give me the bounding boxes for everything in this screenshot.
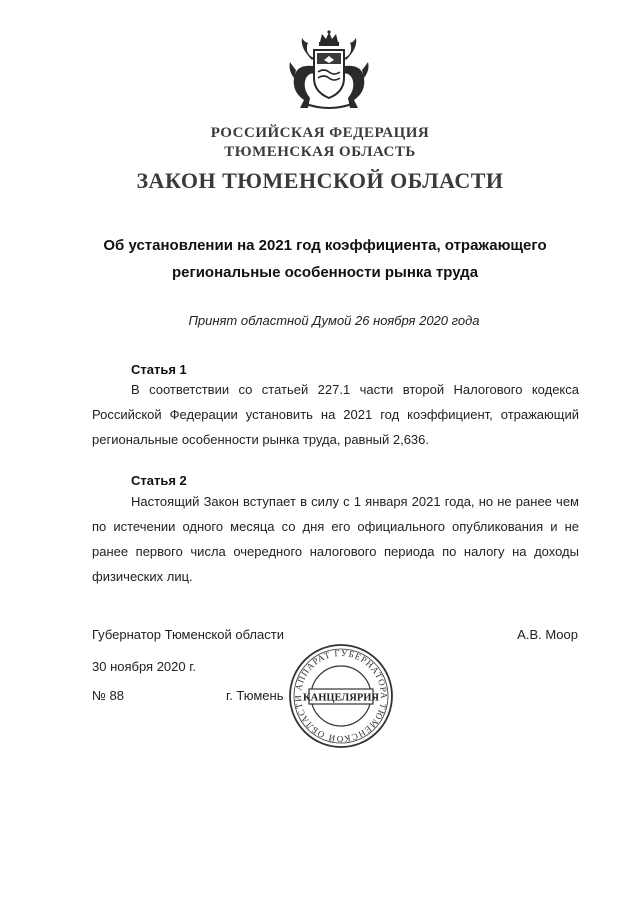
law-number: № 88	[92, 688, 125, 703]
signatory-name: А.В. Моор	[517, 627, 578, 642]
law-subject-line-2: региональные особенности рынка труда	[171, 264, 479, 281]
chancery-stamp-icon	[287, 642, 395, 750]
svg-text:АППАРАТ ГУБЕРНАТОРА ТЮМЕНСКОЙ: АППАРАТ ГУБЕРНАТОРА ТЮМЕНСКОЙ ОБЛАСТИ	[292, 647, 390, 745]
signing-city: г. Тюмень	[226, 688, 284, 703]
signing-date: 30 ноября 2020 г.	[92, 659, 196, 674]
region-heading: ТЮМЕНСКАЯ ОБЛАСТЬ	[224, 144, 416, 160]
article-2-text: Настоящий Закон вступает в силу с 1 января 2021 года, но не ранее чем по истечении одного месяца со дня его официального опубликования и не ранее первого числа очередного налогового периода по налогу на доходы физических лиц.	[92, 494, 579, 584]
law-subject	[70, 232, 580, 286]
law-subject-line-1: Об установлении на 2021 год коэффициента, отражающего	[103, 237, 547, 254]
article-1-text: В соответствии со статьей 227.1 части второй Налогового кодекса Российской Федерации установить на 2021 год коэффициент, отражающий региональные особенности рынка труда, равный 2,636.	[92, 382, 579, 447]
law-title: ЗАКОН ТЮМЕНСКОЙ ОБЛАСТИ	[136, 168, 504, 193]
adoption-note: Принят областной Думой 26 ноября 2020 года	[188, 313, 480, 328]
svg-text:КАНЦЕЛЯРИЯ: КАНЦЕЛЯРИЯ	[303, 692, 379, 704]
coat-of-arms-icon	[284, 30, 374, 112]
country-heading: РОССИЙСКАЯ ФЕДЕРАЦИЯ	[210, 125, 430, 141]
article-1-title: Статья 1	[131, 362, 187, 377]
signatory-role: Губернатор Тюменской области	[92, 627, 284, 642]
article-2-title: Статья 2	[131, 473, 187, 488]
